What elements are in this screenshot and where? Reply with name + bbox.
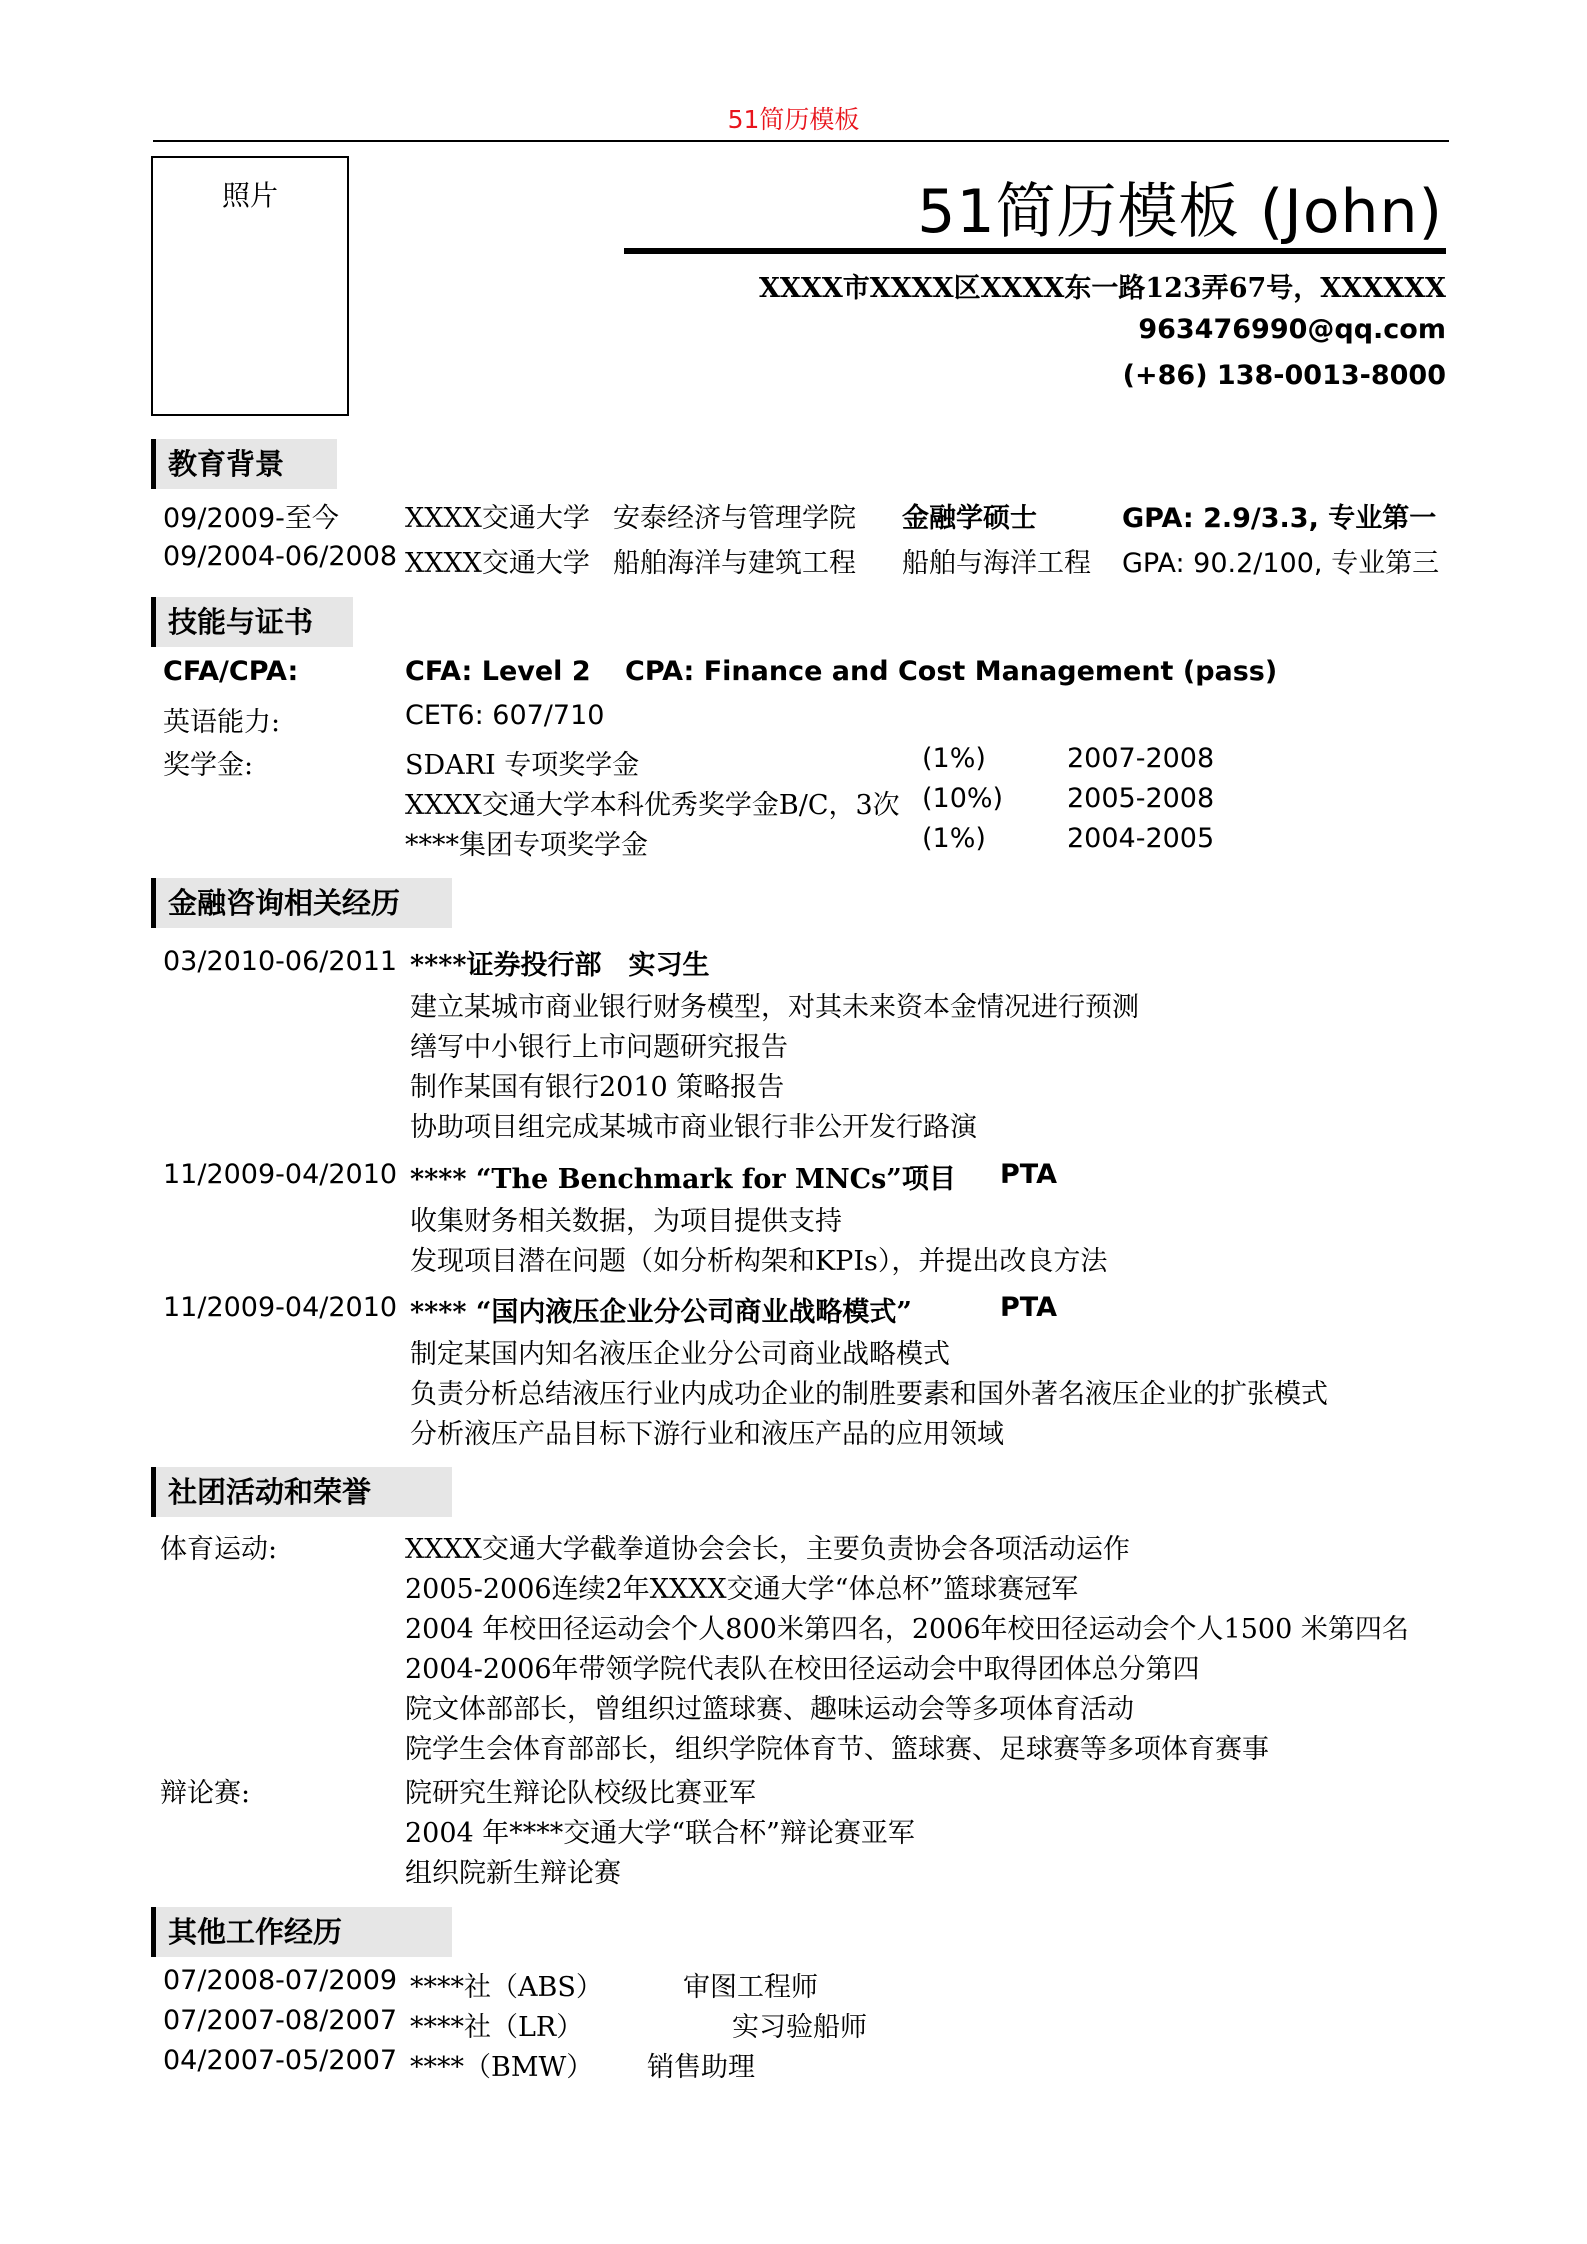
english-label: 英语能力: [163, 707, 281, 738]
section-other-work-heading: 其他工作经历 [151, 1907, 452, 1957]
section-skills-heading: 技能与证书 [151, 597, 353, 647]
experience-role: PTA [1000, 1292, 1058, 1323]
edu-gpa: GPA: 90.2/100, 专业第三 [1122, 548, 1440, 579]
work-period: 04/2007-05/2007 [163, 2045, 398, 2076]
experience-period: 03/2010-06/2011 [163, 946, 398, 977]
header-divider [153, 140, 1449, 142]
scholarship-name: ****集团专项奖学金 [405, 830, 648, 861]
experience-bullet: 协助项目组完成某城市商业银行非公开发行路演 [410, 1112, 977, 1143]
title-underline [624, 248, 1446, 254]
experience-title: **** “The Benchmark for MNCs”项目 [410, 1164, 956, 1195]
experience-bullet: 负责分析总结液压行业内成功企业的制胜要素和国外著名液压企业的扩张模式 [410, 1379, 1328, 1410]
edu-college: 安泰经济与管理学院 [613, 503, 856, 534]
sports-item: 2005-2006连续2年XXXX交通大学“体总杯”篮球赛冠军 [405, 1574, 1079, 1605]
experience-period: 11/2009-04/2010 [163, 1159, 398, 1190]
work-org: ****社（ABS） [410, 1972, 603, 2003]
work-role: 审图工程师 [683, 1972, 818, 2003]
contact-email[interactable]: 963476990@qq.com [1138, 314, 1446, 345]
contact-phone: (+86) 138-0013-8000 [1122, 360, 1446, 391]
scholarship-years: 2007-2008 [1067, 743, 1215, 774]
experience-bullet: 制作某国有银行2010 策略报告 [410, 1072, 785, 1103]
photo-label: 照片 [221, 179, 278, 212]
experience-title: **** “国内液压企业分公司商业战略模式” [410, 1297, 912, 1328]
section-finance-heading: 金融咨询相关经历 [151, 878, 452, 928]
scholarship-name: SDARI 专项奖学金 [405, 750, 640, 781]
photo-placeholder [151, 156, 349, 416]
debate-item: 2004 年****交通大学“联合杯”辩论赛亚军 [405, 1818, 915, 1849]
scholarship-name: XXXX交通大学本科优秀奖学金B/C，3次 [405, 790, 900, 821]
sports-item: 2004 年校田径运动会个人800米第四名，2006年校田径运动会个人1500 米第四名 [405, 1614, 1409, 1645]
scholarship-years: 2004-2005 [1067, 823, 1215, 854]
cert-label: CFA/CPA: [163, 656, 299, 687]
scholarship-label: 奖学金: [163, 750, 254, 781]
experience-bullet: 发现项目潜在问题（如分析构架和KPIs），并提出改良方法 [410, 1246, 1108, 1277]
work-org: ****社（LR） [410, 2012, 584, 2043]
scholarship-years: 2005-2008 [1067, 783, 1215, 814]
scholarship-percent: (10%) [922, 783, 1004, 814]
scholarship-percent: (1%) [922, 823, 986, 854]
cpa-value: CPA: Finance and Cost Management (pass) [625, 656, 1278, 687]
edu-period: 09/2004-06/2008 [163, 541, 398, 572]
cfa-value: CFA: Level 2 [405, 656, 591, 687]
english-value: CET6: 607/710 [405, 700, 605, 731]
section-activities-heading: 社团活动和荣誉 [151, 1467, 452, 1517]
experience-role: PTA [1000, 1159, 1058, 1190]
work-org: ****（BMW） [410, 2052, 594, 2083]
edu-school: XXXX交通大学 [405, 548, 590, 579]
edu-school: XXXX交通大学 [405, 503, 590, 534]
work-role: 销售助理 [647, 2052, 755, 2083]
work-period: 07/2007-08/2007 [163, 2005, 398, 2036]
edu-major: 金融学硕士 [902, 503, 1037, 534]
debate-label: 辩论赛: [160, 1778, 251, 1809]
resume-title: 51简历模板 (John) [917, 177, 1443, 247]
section-education-heading: 教育背景 [151, 439, 337, 489]
experience-bullet: 缮写中小银行上市问题研究报告 [410, 1032, 788, 1063]
scholarship-percent: (1%) [922, 743, 986, 774]
experience-bullet: 制定某国内知名液压企业分公司商业战略模式 [410, 1339, 950, 1370]
debate-item: 组织院新生辩论赛 [405, 1858, 621, 1889]
work-role: 实习验船师 [732, 2012, 867, 2043]
sports-item: XXXX交通大学截拳道协会会长，主要负责协会各项活动运作 [405, 1534, 1130, 1565]
experience-title: ****证券投行部 实习生 [410, 950, 710, 981]
experience-bullet: 建立某城市商业银行财务模型，对其未来资本金情况进行预测 [410, 992, 1139, 1023]
edu-period: 09/2009-至今 [163, 503, 339, 534]
edu-college: 船舶海洋与建筑工程 [613, 548, 856, 579]
sports-item: 院文体部部长，曾组织过篮球赛、趣味运动会等多项体育活动 [405, 1694, 1134, 1725]
experience-bullet: 收集财务相关数据，为项目提供支持 [410, 1206, 842, 1237]
work-period: 07/2008-07/2009 [163, 1965, 398, 1996]
edu-major: 船舶与海洋工程 [902, 548, 1091, 579]
edu-gpa: GPA: 2.9/3.3, 专业第一 [1122, 503, 1437, 534]
experience-bullet: 分析液压产品目标下游行业和液压产品的应用领域 [410, 1419, 1004, 1450]
experience-period: 11/2009-04/2010 [163, 1292, 398, 1323]
page-header: 51简历模板 [727, 105, 860, 134]
contact-address: XXXX市XXXX区XXXX东一路123弄67号，XXXXXX [758, 273, 1446, 304]
debate-item: 院研究生辩论队校级比赛亚军 [405, 1778, 756, 1809]
sports-item: 2004-2006年带领学院代表队在校田径运动会中取得团体总分第四 [405, 1654, 1200, 1685]
sports-item: 院学生会体育部部长，组织学院体育节、篮球赛、足球赛等多项体育赛事 [405, 1734, 1269, 1765]
sports-label: 体育运动: [160, 1534, 278, 1565]
